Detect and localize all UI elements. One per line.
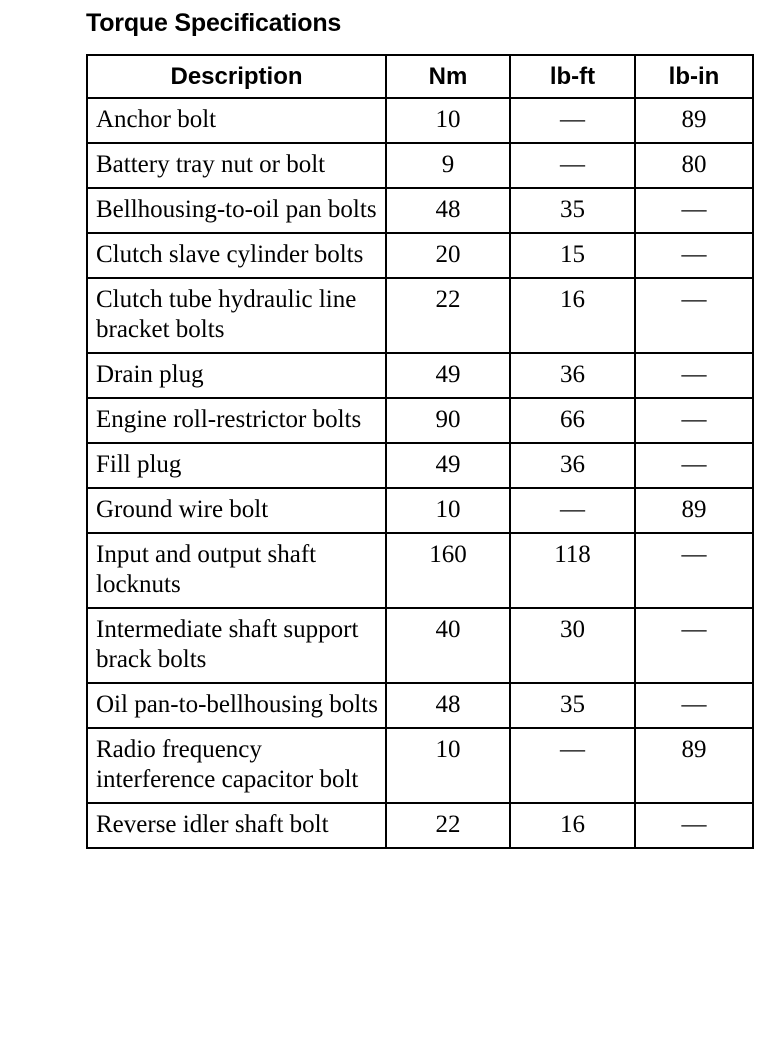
cell-description: Reverse idler shaft bolt: [87, 803, 386, 848]
table-row: [87, 233, 753, 278]
cell-lb-ft: —: [510, 728, 635, 803]
cell-lb-in: 89: [635, 98, 753, 143]
cell-lb-ft: 36: [510, 353, 635, 398]
table-row: [87, 353, 753, 398]
cell-lb-in: 89: [635, 728, 753, 803]
table-row: [87, 608, 753, 683]
cell-lb-in: —: [635, 443, 753, 488]
table-row: [87, 278, 753, 353]
cell-description: Input and output shaft locknuts: [87, 533, 386, 608]
cell-description: Radio frequency interference capacitor bolt: [87, 728, 386, 803]
table-header-row: [87, 55, 753, 98]
cell-lb-in: 89: [635, 488, 753, 533]
cell-nm: 10: [386, 98, 510, 143]
header-lb-in: lb-in: [635, 55, 753, 98]
cell-lb-ft: 30: [510, 608, 635, 683]
cell-nm: 48: [386, 188, 510, 233]
table-row: [87, 398, 753, 443]
cell-description: Oil pan-to-bellhousing bolts: [87, 683, 386, 728]
cell-lb-ft: —: [510, 488, 635, 533]
cell-description: Battery tray nut or bolt: [87, 143, 386, 188]
header-lb-ft: lb-ft: [510, 55, 635, 98]
cell-description: Drain plug: [87, 353, 386, 398]
cell-nm: 22: [386, 278, 510, 353]
cell-lb-ft: 35: [510, 683, 635, 728]
cell-nm: 40: [386, 608, 510, 683]
cell-nm: 90: [386, 398, 510, 443]
cell-nm: 10: [386, 488, 510, 533]
cell-lb-ft: 16: [510, 803, 635, 848]
cell-lb-in: —: [635, 233, 753, 278]
cell-lb-in: —: [635, 533, 753, 608]
page-title: Torque Specifications: [86, 9, 342, 37]
header-description: Description: [87, 55, 386, 98]
cell-description: Fill plug: [87, 443, 386, 488]
table-row: [87, 443, 753, 488]
header-nm: Nm: [386, 55, 510, 98]
cell-lb-ft: 66: [510, 398, 635, 443]
table-row: [87, 728, 753, 803]
cell-description: Engine roll-restrictor bolts: [87, 398, 386, 443]
cell-lb-in: —: [635, 683, 753, 728]
cell-lb-in: —: [635, 803, 753, 848]
cell-lb-ft: 35: [510, 188, 635, 233]
table-row: [87, 683, 753, 728]
cell-description: Bellhousing-to-oil pan bolts: [87, 188, 386, 233]
cell-nm: 9: [386, 143, 510, 188]
cell-lb-ft: 118: [510, 533, 635, 608]
table-row: [87, 488, 753, 533]
cell-nm: 10: [386, 728, 510, 803]
table-row: [87, 803, 753, 848]
cell-lb-ft: —: [510, 98, 635, 143]
cell-nm: 49: [386, 353, 510, 398]
table-row: [87, 188, 753, 233]
cell-lb-in: —: [635, 188, 753, 233]
table-row: [87, 143, 753, 188]
cell-lb-in: —: [635, 608, 753, 683]
cell-description: Clutch slave cylinder bolts: [87, 233, 386, 278]
cell-description: Clutch tube hydraulic line bracket bolts: [87, 278, 386, 353]
cell-nm: 22: [386, 803, 510, 848]
table-row: [87, 98, 753, 143]
cell-lb-ft: 15: [510, 233, 635, 278]
cell-nm: 160: [386, 533, 510, 608]
cell-lb-in: —: [635, 398, 753, 443]
cell-lb-ft: —: [510, 143, 635, 188]
cell-lb-ft: 36: [510, 443, 635, 488]
cell-nm: 48: [386, 683, 510, 728]
cell-nm: 20: [386, 233, 510, 278]
cell-description: Anchor bolt: [87, 98, 386, 143]
cell-description: Ground wire bolt: [87, 488, 386, 533]
cell-lb-in: —: [635, 353, 753, 398]
table-row: [87, 533, 753, 608]
cell-lb-in: 80: [635, 143, 753, 188]
cell-nm: 49: [386, 443, 510, 488]
cell-lb-in: —: [635, 278, 753, 353]
cell-lb-ft: 16: [510, 278, 635, 353]
cell-description: Intermediate shaft support brack bolts: [87, 608, 386, 683]
torque-spec-table: [86, 54, 754, 849]
